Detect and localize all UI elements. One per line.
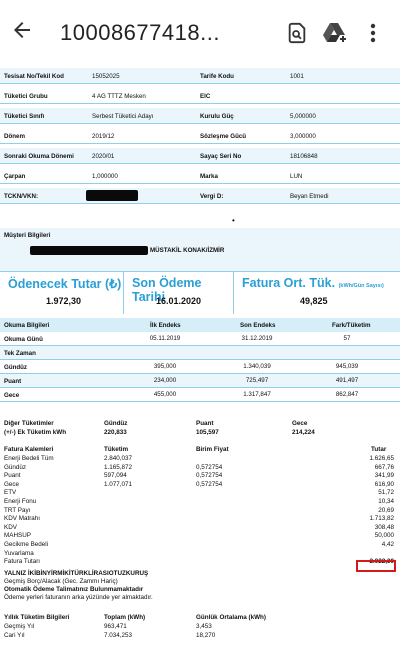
other-consumption-header: Puant [196, 420, 214, 427]
due-date-cell [124, 272, 234, 314]
arrow-left-icon [10, 18, 34, 42]
bill-item-name: KDV [4, 523, 17, 531]
bill-item-unit-price: 0,572754 [196, 472, 223, 480]
info-label: Tarife Kodu [200, 73, 234, 80]
subscriber-info-table [0, 66, 400, 228]
yearly-total: 963,471 [104, 623, 127, 630]
average-unit: (kWh/Gün Sayısı) [338, 283, 384, 289]
bill-note: Ödeme yerleri faturanın arka yüzünde yer almaktadır. [4, 594, 153, 601]
bill-item-unit-price: 0,572754 [196, 480, 223, 488]
yearly-average: 3,453 [196, 623, 212, 630]
info-value: 2020/01 [92, 153, 115, 160]
info-row [0, 128, 400, 144]
meter-header-cell: Okuma Bilgileri [4, 322, 50, 329]
bill-item-consumption: 1.077,071 [104, 480, 133, 488]
meter-row-label: Tek Zaman [4, 350, 36, 357]
bill-item-name: Enerji Bedeli Tüm [4, 455, 54, 462]
meter-cell: 234,000 [153, 377, 177, 384]
drive-add-icon [322, 21, 348, 45]
meter-row [0, 388, 400, 402]
dot-marker: • [232, 216, 235, 225]
meter-cell: 395,000 [153, 363, 177, 370]
document-search-icon [286, 22, 308, 44]
meter-cell: 491,497 [335, 377, 359, 384]
info-row [0, 108, 400, 124]
bill-item-name: Enerji Fonu [4, 498, 37, 505]
more-vert-icon [370, 23, 376, 43]
info-row [0, 168, 400, 184]
info-row [0, 88, 400, 104]
customer-info [0, 228, 400, 272]
file-title: 10008677418... [60, 20, 220, 45]
amount-label: Ödenecek Tutar (₺) [8, 277, 122, 291]
info-label: Tüketici Grubu [4, 93, 48, 100]
meter-cell: 57 [343, 335, 351, 342]
yearly-total: 7.034,253 [104, 632, 133, 639]
meter-row-label: Puant [4, 378, 22, 385]
invoice-document[interactable] [0, 66, 400, 670]
yearly-row-label: Geçmiş Yıl [4, 623, 35, 630]
bill-item-amount: 10,34 [378, 498, 394, 505]
bill-item-consumption: 1.165,872 [104, 463, 133, 471]
other-consumption-header: Gündüz [104, 420, 128, 427]
meter-cell: 05.11.2019 [149, 335, 181, 342]
bill-item-amount: 616,90 [374, 480, 394, 488]
yearly-header: Günlük Ortalama (kWh) [196, 614, 266, 621]
customer-label: Müşteri Bilgileri [4, 232, 51, 239]
meter-row [0, 346, 400, 360]
info-value: 4 AG TTTZ Mesken [92, 93, 146, 100]
info-value: 5,000000 [290, 113, 316, 120]
meter-row-label: Gece [4, 392, 20, 399]
info-value: LUN [290, 173, 303, 180]
bill-item-amount: 2.022,30 [369, 558, 394, 566]
bill-item-name: KDV Matrahı [4, 515, 41, 523]
info-value: 1001 [290, 73, 304, 80]
yearly-header: Toplam (kWh) [104, 614, 146, 621]
info-label: Tüketici Sınıfı [4, 113, 45, 120]
average-label: Fatura Ort. Tük. [242, 276, 336, 290]
info-label: Marka [200, 173, 218, 180]
bill-item-name: Puant [4, 472, 21, 480]
redaction-bar [86, 190, 138, 201]
meter-cell: 945,039 [335, 363, 359, 370]
average-value: 49,825 [300, 296, 328, 306]
bill-item-name: Fatura Tutarı [4, 558, 41, 566]
customer-address: MÜSTAKİL KONAK/İZMİR [150, 247, 225, 254]
bill-header: Birim Fiyat [196, 446, 229, 453]
bill-item-amount: 667,76 [374, 463, 394, 471]
meter-cell: 725,497 [245, 377, 269, 384]
info-label: Dönem [4, 133, 25, 140]
redaction-bar [30, 246, 148, 255]
bill-item-unit-price: 0,572754 [196, 463, 223, 471]
info-label: Çarpan [4, 173, 26, 180]
bill-item-amount: 341,99 [374, 472, 394, 480]
info-value: 3,000000 [290, 133, 316, 140]
yearly-header: Yıllık Tüketim Bilgileri [4, 614, 70, 621]
bill-item-amount: 4,42 [381, 541, 394, 548]
info-value: 15052025 [92, 73, 120, 80]
meter-cell: 862,847 [335, 391, 359, 398]
due-date-value: 16.01.2020 [156, 296, 202, 306]
bill-item-name: Gece [4, 480, 20, 488]
meter-cell: 1.317,847 [243, 391, 271, 398]
meter-row-label: Gündüz [4, 364, 28, 371]
bill-item-amount: 50,000 [374, 532, 394, 540]
info-value: Beyan Etmedi [290, 193, 329, 200]
bill-item-name: Yuvarlama [4, 549, 34, 557]
payment-summary [0, 272, 400, 314]
amount-value: 1.972,30 [46, 296, 82, 306]
amount-cell [0, 272, 124, 314]
bill-item-name: MAHSUP [4, 532, 31, 540]
info-label: TCKN/VKN: [4, 193, 39, 200]
other-consumption-label: (+/-) Ek Tüketim kWh [4, 429, 67, 436]
more-options-button[interactable] [356, 16, 390, 50]
meter-header-cell: Son Endeks [240, 322, 276, 329]
info-value: Serbest Tüketici Adayı [92, 113, 154, 120]
meter-cell: 31.12.2019 [241, 335, 273, 342]
meter-row [0, 360, 400, 374]
bill-note: Otomatik Ödeme Talimatınız Bulunmamaktadır [4, 586, 144, 593]
add-to-drive-button[interactable] [318, 16, 352, 50]
bill-item-amount: 1.626,65 [369, 455, 394, 462]
bill-item-amount: 51,72 [378, 489, 394, 497]
info-label: Vergi D: [200, 193, 224, 200]
bill-item-amount: 308,48 [374, 523, 394, 531]
info-label: Sayaç Seri No [200, 153, 242, 160]
bill-item-consumption: 2.840,037 [104, 455, 133, 462]
yearly-average: 18,270 [196, 632, 216, 639]
meter-header [0, 318, 400, 332]
back-button[interactable] [10, 18, 44, 49]
bill-item-name: Gecikme Bedeli [4, 541, 49, 548]
other-consumption-value: 214,224 [292, 429, 315, 436]
bill-header: Tüketim [104, 446, 129, 453]
info-label: Tesisat No/Tekil Kod [4, 73, 64, 80]
meter-row [0, 332, 400, 346]
other-consumption-header: Diğer Tüketimler [4, 420, 54, 427]
bill-header: Tutar [371, 446, 387, 453]
info-label: Kurulu Güç [200, 113, 234, 120]
total-highlight-box [356, 560, 396, 572]
other-consumption-value: 220,833 [104, 429, 127, 436]
info-row [0, 68, 400, 84]
meter-cell: 1.340,039 [243, 363, 271, 370]
average-cell [234, 272, 400, 314]
bill-item-amount: 1.713,82 [369, 515, 394, 523]
info-value: 18106848 [290, 153, 318, 160]
bill-item-name: Gündüz [4, 463, 27, 471]
other-consumption-value: 105,597 [196, 429, 219, 436]
bill-item-consumption: 597,094 [104, 472, 127, 480]
bill-header: Fatura Kalemleri [4, 446, 54, 453]
meter-row [0, 374, 400, 388]
yearly-row-label: Cari Yıl [4, 632, 25, 639]
info-label: Sonraki Okuma Dönemi [4, 153, 74, 160]
bill-details [0, 420, 400, 670]
bill-item-amount: 20,69 [378, 506, 394, 514]
amount-in-words: YALNIZ İKİBİNYİRMİKİTÜRKLİRASIOTUZKURUŞ [4, 570, 149, 577]
info-label: EIC [200, 93, 211, 100]
due-date-label: Son Ödeme Tarihi [132, 276, 202, 304]
meter-header-cell: Fark/Tüketim [332, 322, 371, 329]
bill-item-name: TRT Payı [4, 506, 31, 514]
other-consumption-header: Gece [292, 420, 308, 427]
info-label: Sözleşme Gücü [200, 133, 247, 140]
info-row [0, 188, 400, 204]
info-value: 1,000000 [92, 173, 118, 180]
info-row [0, 148, 400, 164]
app-toolbar [0, 0, 400, 66]
search-in-document-button[interactable] [280, 16, 314, 50]
bill-note: Geçmiş Borç/Alacak (Gec. Zammı Hariç) [4, 578, 118, 585]
meter-row-label: Okuma Günü [4, 336, 43, 343]
info-value: 2019/12 [92, 133, 115, 140]
bill-item-name: ETV [4, 489, 17, 497]
meter-cell: 455,000 [153, 391, 177, 398]
meter-header-cell: İlk Endeks [150, 322, 181, 329]
